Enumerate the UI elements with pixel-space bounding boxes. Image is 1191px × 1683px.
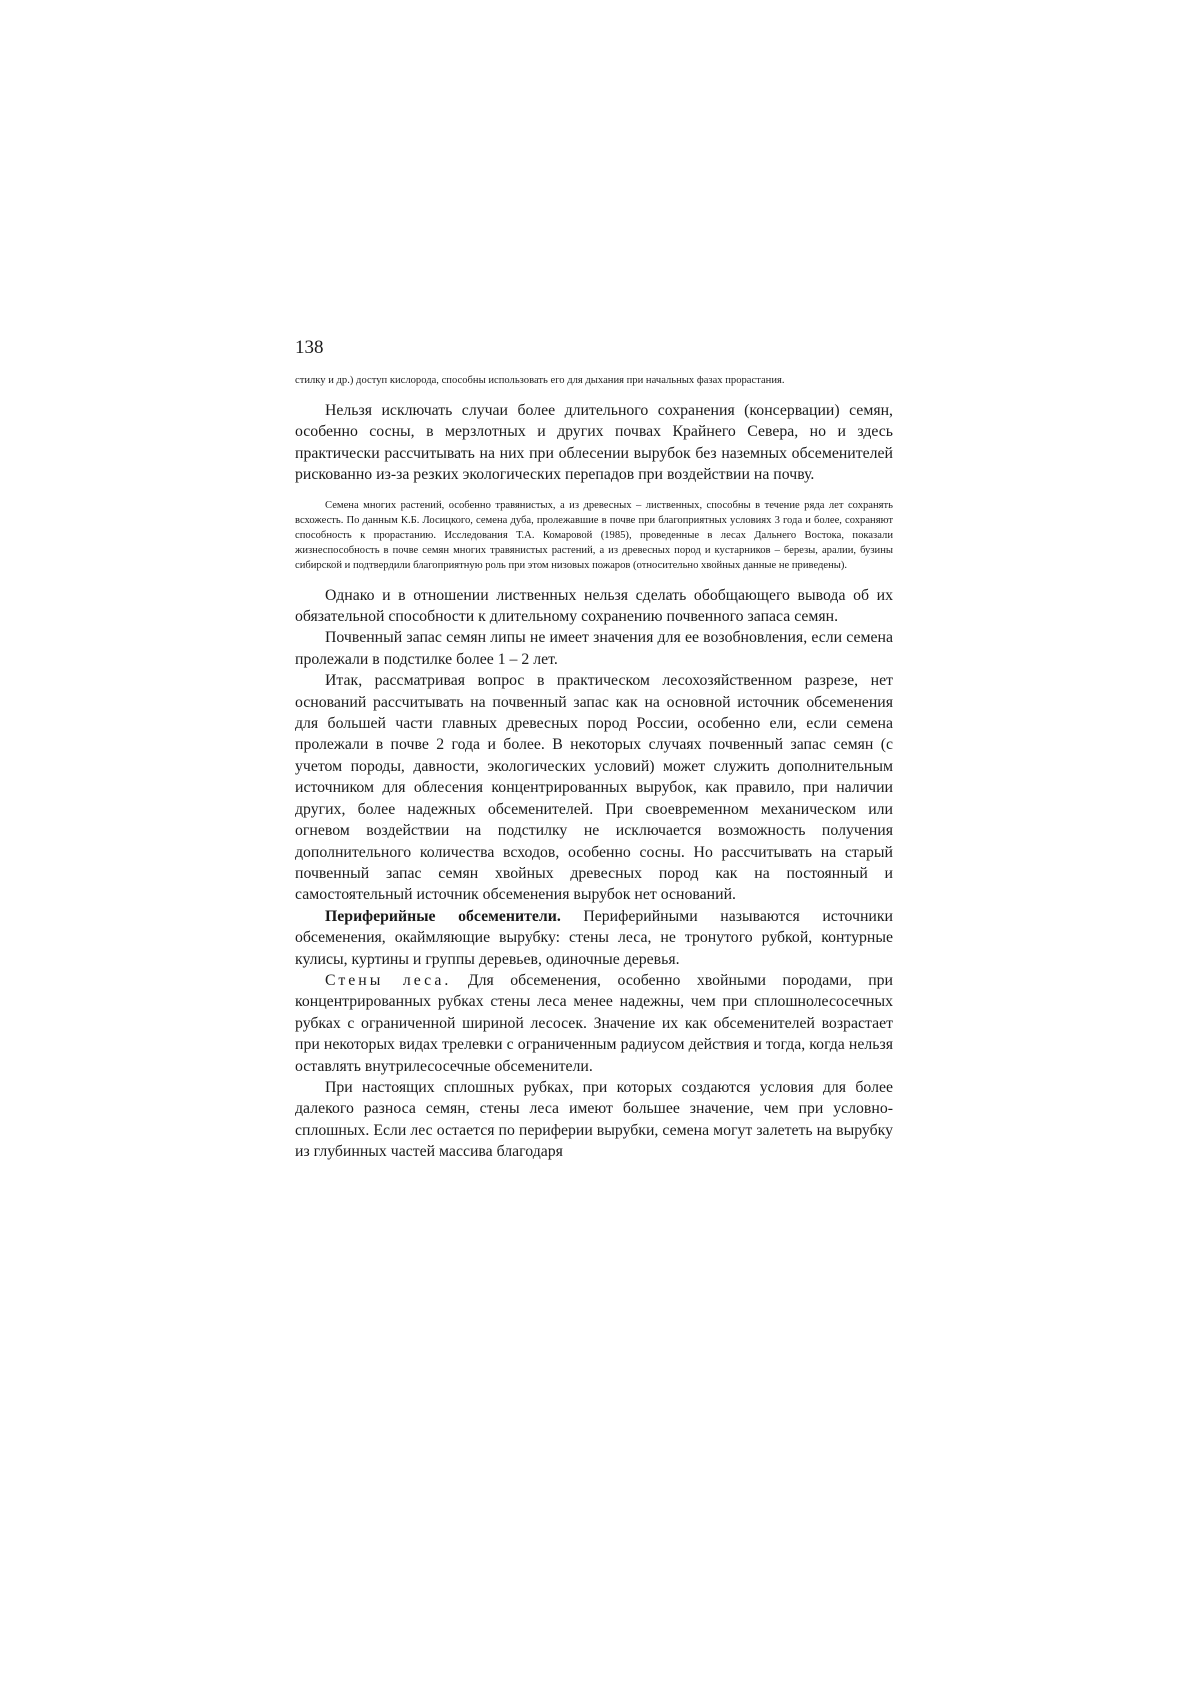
- paragraph-conclusion: Итак, рассматривая вопрос в практическом лесохозяйственном разрезе, нет оснований рассчитывать на почвенный запас как на основной источник обсеменения для большей части главных древесных пород России, особенно ели, если семена пролежали в почве 2 года и более. В некоторых случаях почвенный запас семян (с учетом породы, давности, экологических условий) может служить дополнительным источником для облесения концентрированных вырубок, как правило, при наличии других, более надежных обсеменителей. При своевременном механическом или огневом воздействии на подстилку не исключается возможность получения дополнительного количества всходов, особенно сосны. Но рассчитывать на старый почвенный запас семян хвойных древесных пород как на постоянный и самостоятельный источник обсеменения вырубок нет оснований.: [295, 672, 893, 904]
- paragraph-deciduous: Однако и в отношении лиственных нельзя сделать обобщающего вывода об их обязательной способности к длительному сохранению почвенного запаса семян.: [295, 586, 893, 626]
- paragraph-peripheral-seeders-text: Периферийными называются источники обсеменения, окаймляющие вырубку: стены леса, не тронутого рубкой, контурные кулисы, куртины и группы деревьев, одиночные деревья.: [295, 907, 893, 968]
- heading-forest-walls: Стены леса.: [325, 971, 452, 989]
- heading-peripheral-seeders: Периферийные обсеменители.: [325, 907, 561, 925]
- paragraph-linden: Почвенный запас семян липы не имеет значения для ее возобновления, если семена пролежали в подстилке более 1 – 2 лет.: [295, 629, 893, 668]
- paragraph-forest-walls-text: Для обсеменения, особенно хвойными породами, при концентрированных рубках стены леса менее надежны, чем при сплошнолесосечных рубках с ограниченной шириной лесосек. Значение их как обсеменителей возрастает при некоторых видах трелевки с ограниченным радиусом действия и тогда, когда нельзя оставлять внутрилесосечные обсеменители.: [295, 971, 893, 1075]
- paragraph-small-continuation: стилку и др.) доступ кислорода, способны использовать его для дыхания при начальных фазах прорастания.: [295, 375, 785, 386]
- page-content: [295, 338, 893, 1163]
- paragraph-peripheral-seeders: [295, 906, 893, 970]
- paragraph-forest-walls: [295, 970, 893, 1077]
- paragraph-conservation: Нельзя исключать случаи более длительного сохранения (консервации) семян, особенно сосны, в мерзлотных и других почвах Крайнего Севера, но и здесь практически рассчитывать на них при облесении вырубок без наземных обсеменителей рискованно из-за резких экологических перепадов при воздействии на почву.: [295, 402, 893, 484]
- paragraph-clear-cuts: При настоящих сплошных рубках, при которых создаются условия для более далекого разноса семян, стены леса имеют большее значение, чем при условно-сплошных. Если лес остается по периферии вырубки, семена могут залететь на вырубку из глубинных частей массива благодаря: [295, 1078, 893, 1161]
- paragraph-small-seed-viability: Семена многих растений, особенно травянистых, а из древесных – лиственных, способны в течение ряда лет сохранять всхожесть. По данным К.Б. Лосицкого, семена дуба, пролежавшие в почве при благоприятных условиях 3 года и более, сохраняют способность к прорастанию. Исследования Т.А. Комаровой (1985), проведенные в лесах Дальнего Востока, показали жизнеспособность в почве семян многих травянистых растений, а из древесных пород и кустарников – березы, аралии, бузины сибирской и подтвердили благоприятную роль при этом низовых пожаров (относительно хвойных данные не приведены).: [295, 499, 893, 571]
- page-number: 138: [295, 337, 324, 358]
